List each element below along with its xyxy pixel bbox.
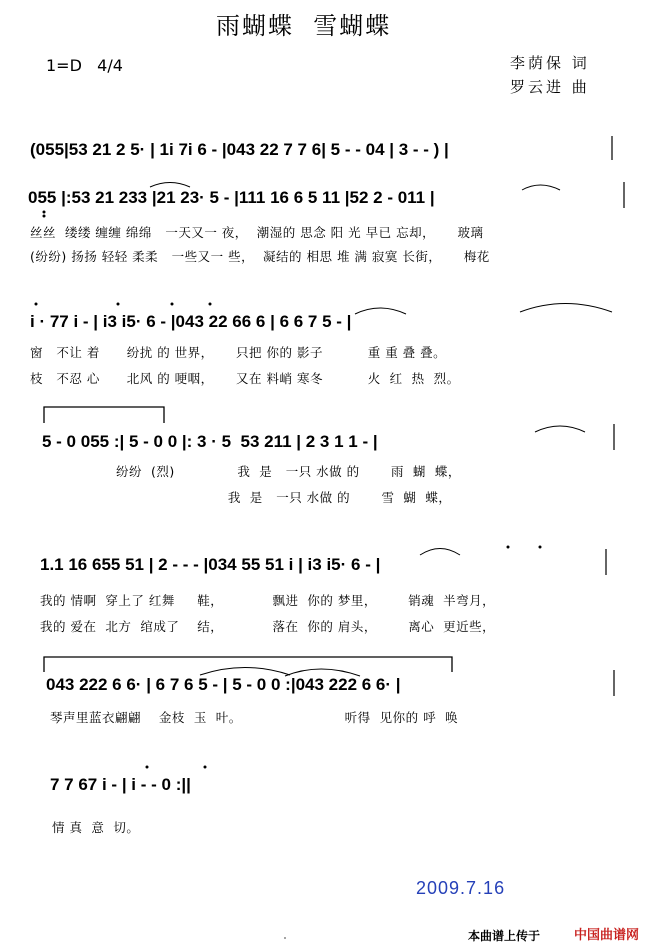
tie-mark [420,549,460,556]
lyric-line: 我 是 一只 水做 的 雪 蝴 蝶， [116,490,452,505]
volta-bracket-2 [44,657,452,672]
tie-mark [522,185,560,190]
site-logo: 中国曲谱网 [574,928,640,943]
lyric-line: 枝 不忍 心 北风 的 哽咽， 又在 料峭 寒冬 火 红 热 烈。 [30,371,460,386]
score-date: 2009.7.16 [416,878,506,898]
volta-bracket-1 [44,407,164,423]
octave-dot [35,303,38,306]
stray-dot [284,937,286,939]
lyric-line: 情 真 意 切。 [52,820,140,835]
tie-mark [150,183,190,188]
octave-dot [43,211,46,214]
octave-dot [204,766,207,769]
notation-row: 055 |:53 21 233 |21 23· 5 - |111 16 6 5 11 |52 2 - 011 | [28,188,435,207]
tie-mark [355,308,406,314]
octave-dot [43,215,46,218]
octave-dot [209,303,212,306]
tie-mark [285,669,360,676]
octave-dot [146,766,149,769]
tie-mark [520,304,612,313]
lyricist-credit: 李荫保 词 [510,54,590,72]
lyric-line: 窗 不让 着 纷扰 的 世界， 只把 你的 影子 重 重 叠 叠。 [30,345,447,360]
tie-mark [535,426,585,432]
lyric-line: (纷纷) 扬扬 轻轻 柔柔 一些又一 些， 凝结的 相思 堆 满 寂寞 长街， 梅花 [30,249,490,264]
lyric-line: 我的 爱在 北方 绾成了 结， 落在 你的 肩头， 离心 更近些， [40,619,496,634]
octave-dot [539,546,542,549]
lyric-line: 琴声里蓝衣翩翩 金枝 玉 叶。 听得 见你的 呼 唤 [50,710,459,725]
notation-row: (055|53 21 2 5· | 1i 7i 6 - |043 22 7 7 6| 5 - - 04 | 3 - - ) | [30,140,449,159]
notation-row: 7 7 67 i - | i - - 0 :|| [50,775,191,794]
octave-dot [117,303,120,306]
composer-credit: 罗云进 曲 [510,78,590,96]
notation-row: 5 - 0 055 :| 5 - 0 0 |: 3 · 5 53 211 | 2 3 1 1 - | [42,432,378,451]
octave-dot [507,546,510,549]
octave-dot [171,303,174,306]
notation-row: 1.1 16 655 51 | 2 - - - |034 55 51 i | i3 i5· 6 - | [40,555,381,574]
lyric-line: 丝丝 缕缕 缠缠 绵绵 一天又一 夜， 潮湿的 思念 阳 光 早已 忘却， 玻璃 [30,225,484,240]
upload-note: 本曲谱上传于 [468,929,541,943]
song-title: 雨蝴蝶 雪蝴蝶 [216,12,392,40]
tie-mark [200,668,290,676]
lyric-line: 纷纷 (烈) 我 是 一只 水做 的 雨 蝴 蝶， [116,464,461,479]
lyric-line: 我的 情啊 穿上了 红舞 鞋， 飘进 你的 梦里， 销魂 半弯月， [40,593,496,608]
key-time-signature: 1=D 4/4 [46,56,123,75]
notation-row: i · 77 i - | i3 i5· 6 - |043 22 66 6 | 6 6 7 5 - | [30,312,352,331]
notation-row: 043 222 6 6· | 6 7 6 5 - | 5 - 0 0 :|043 222 6 6· | [46,675,401,694]
